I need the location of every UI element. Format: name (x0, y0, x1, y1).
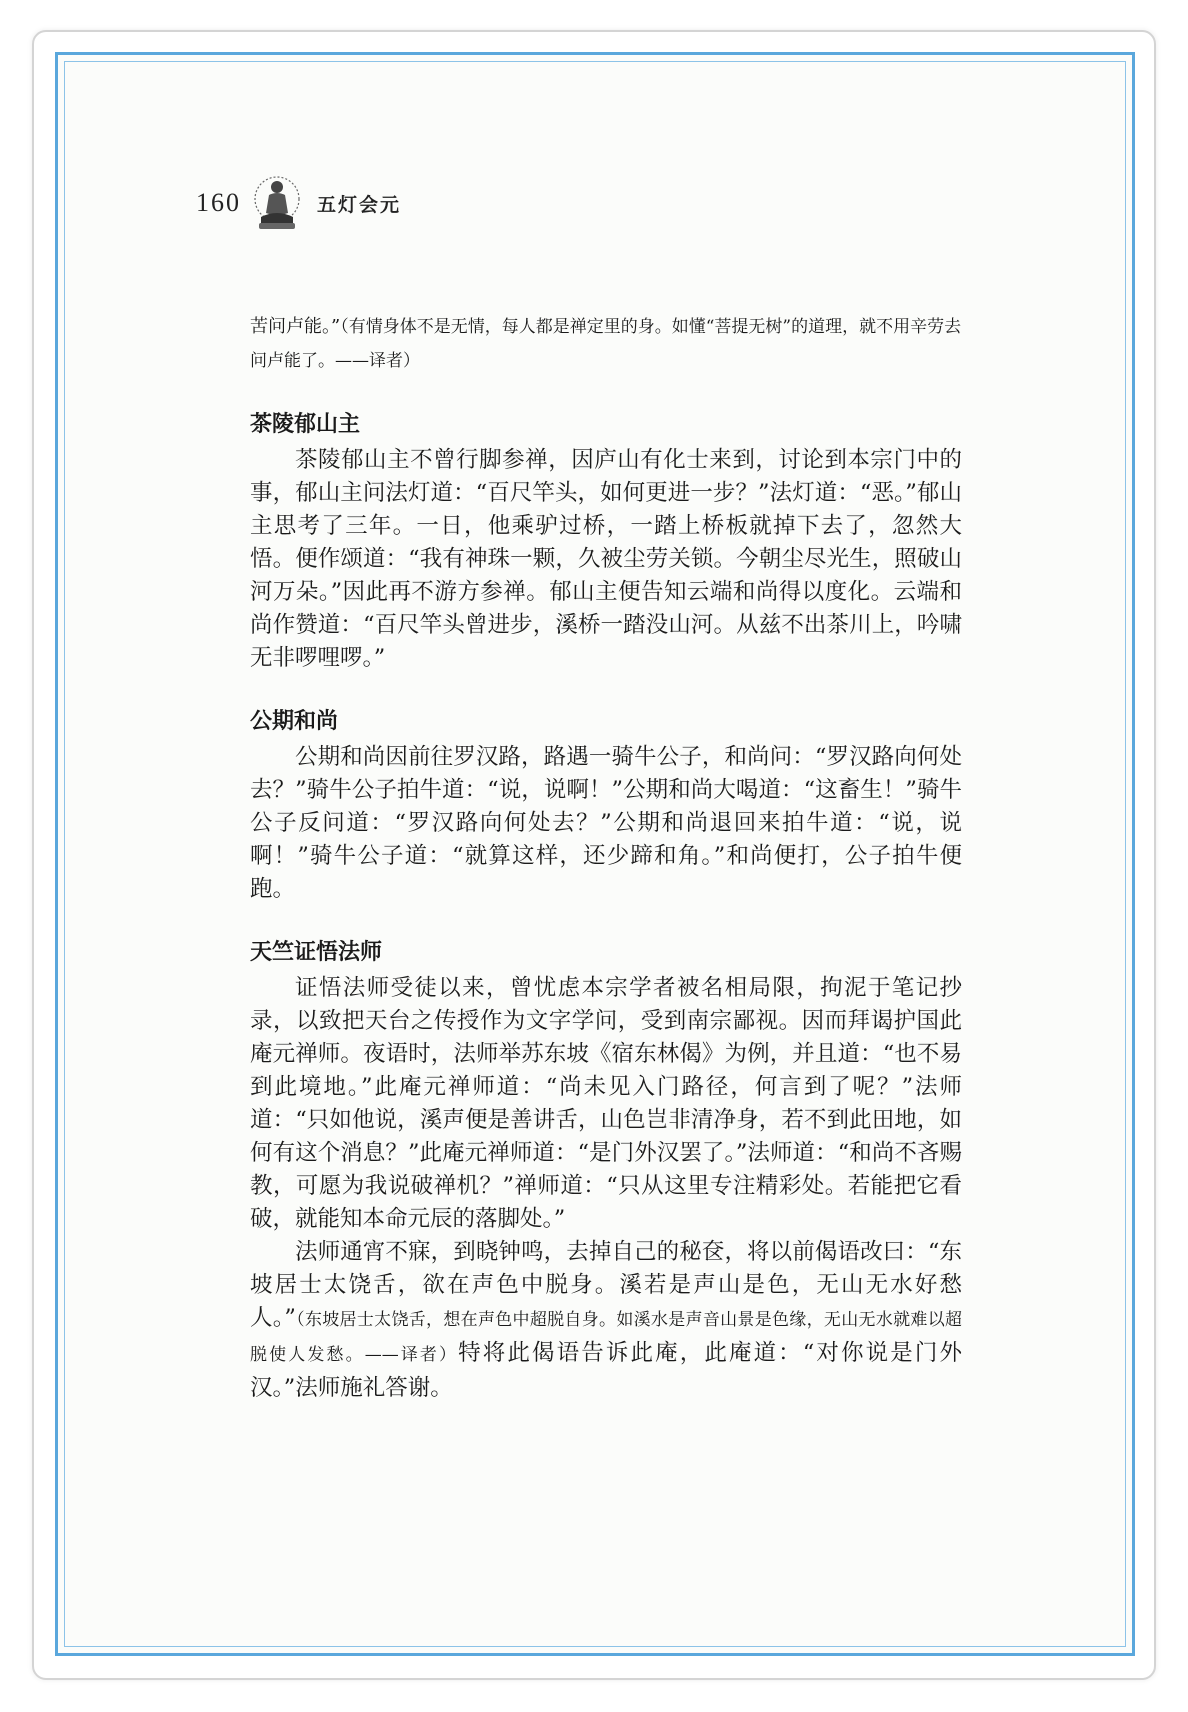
final-text-before: 法师通宵不寐，到晓钟鸣，去掉自己的秘奁，将以前偈语改曰：“东坡居士太饶舌，欲在声色中脱身。溪若是声山是色，无山无水好愁人。” (250, 1239, 962, 1331)
section-title: 天竺证悟法师 (250, 940, 383, 965)
final-text-after: 特将此偈语告诉此庵，此庵道：“对你说是门外汉。”法师施礼答谢。 (250, 1340, 962, 1401)
intro-continuation (250, 310, 962, 378)
paragraph: 茶陵郁山主不曾行脚参禅，因庐山有化士来到，讨论到本宗门中的事，郁山主问法灯道：“百尺竿头，如何更进一步？”法灯道：“恶。”郁山主思考了三年。一日，他乘驴过桥，一踏上桥板就掉下去了，忽然大悟。便作颂道：“我有神珠一颗，久被尘劳关锁。今朝尘尽光生，照破山河万朵。”因此再不游方参禅。郁山主便告知云端和尚得以度化。云端和尚作赞道：“百尺竿头曾进步，溪桥一踏没山河。从兹不出茶川上，吟啸无非啰哩啰。” (250, 447, 962, 671)
running-header (196, 172, 401, 234)
translator-note: （东坡居士太饶舌，想在声色中超脱自身。如溪水是声音山景是色缘，无山无水就难以超脱使人发愁。——译者） (250, 1310, 962, 1365)
section-gongqi (250, 705, 962, 906)
page-number: 160 (196, 188, 241, 217)
paragraph: 证悟法师受徒以来，曾忧虑本宗学者被名相局限，拘泥于笔记抄录，以致把天台之传授作为文字学问，受到南宗鄙视。因而拜谒护国此庵元禅师。夜语时，法师举苏东坡《宿东林偈》为例，并且道：“也不易到此境地。”此庵元禅师道：“尚未见入门路径，何言到了呢？”法师道：“只如他说，溪声便是善讲舌，山色岂非清净身，若不到此田地，如何有这个消息？”此庵元禅师道：“是门外汉罢了。”法师道：“和尚不吝赐教，可愿为我说破禅机？”禅师道：“只从这里专注精彩处。若能把它看破，就能知本命元辰的落脚处。” (250, 975, 962, 1232)
translator-note: （有情身体不是无情，每人都是禅定里的身。如懂“菩提无树”的道理，就不用辛劳去问卢能了。——译者） (250, 317, 962, 371)
paragraph-final (250, 1236, 962, 1405)
paragraph: 公期和尚因前往罗汉路，路遇一骑牛公子，和尚问：“罗汉路向何处去？”骑牛公子拍牛道：“说，说啊！”公期和尚大喝道：“这畜生！”骑牛公子反问道：“罗汉路向何处去？”公期和尚退回来拍牛道：“说，说啊！”骑牛公子道：“就算这样，还少蹄和角。”和尚便打，公子拍牛便跑。 (250, 744, 962, 902)
seated-buddha-icon (251, 173, 303, 233)
page-body (250, 310, 962, 1405)
intro-text: 苦问卢能。” (250, 316, 341, 337)
book-title: 五灯会元 (317, 193, 402, 216)
section-title: 茶陵郁山主 (250, 412, 361, 437)
section-title: 公期和尚 (250, 709, 339, 734)
section-chaling (250, 408, 962, 675)
section-tianzhu (250, 936, 962, 1405)
